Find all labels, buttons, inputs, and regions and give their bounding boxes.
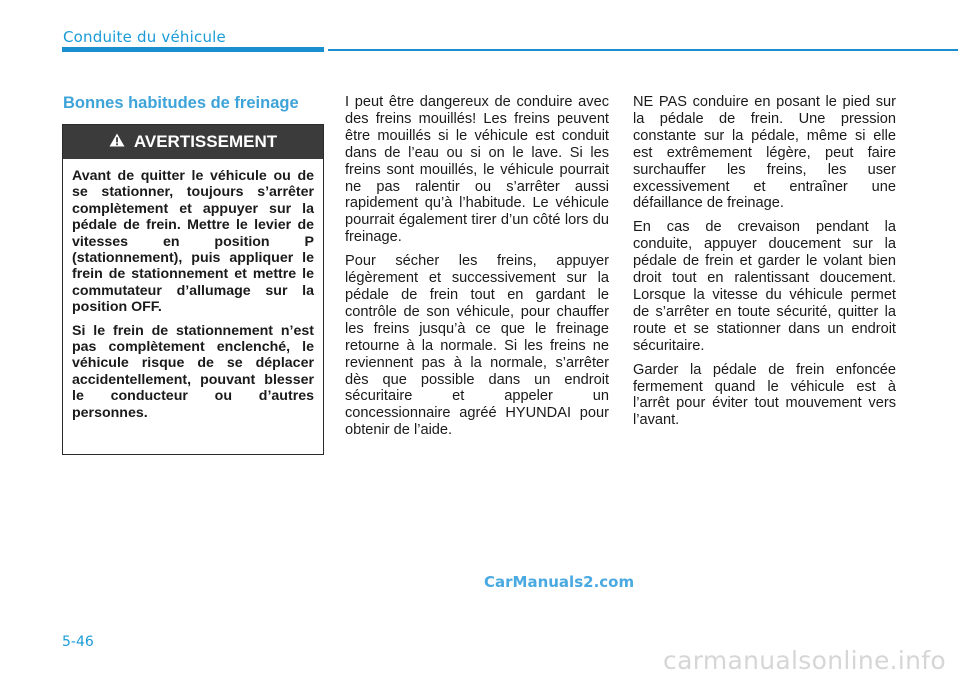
warning-paragraph: Avant de quitter le véhicule ou de se stationner, toujours s’arrêter complètement et appuyer sur la pédale de frein. Mettre le levier de vitesses en position P (stationnement), puis appliquer le frein de stationnement et mettre le commutateur d’allumage sur la position OFF. [72,168,314,316]
page-number: 5-46 [62,634,94,650]
warning-box [62,124,324,455]
warning-triangle-icon [109,132,125,152]
section-heading: Bonnes habitudes de freinage [63,94,299,112]
text-column-3 [633,94,896,436]
warning-body [63,159,323,421]
header-rule-thick [62,47,324,52]
warning-header [63,125,323,159]
section-title: Conduite du véhicule [63,28,226,46]
warning-title: AVERTISSEMENT [133,132,278,151]
paragraph: Garder la pédale de frein enfoncée fermement quand le véhicule est à l’arrêt pour éviter tout mouvement vers l’avant. [633,361,896,429]
paragraph: En cas de crevaison pendant la conduite, appuyer doucement sur la pédale de frein et garder le volant bien droit tout en ralentissant doucement. Lorsque la vitesse du véhicule permet de s’arrêter en toute sécurité, quitter la route et se stationner dans un endroit sécuritaire. [633,219,896,354]
text-column-2 [345,94,609,446]
paragraph: Pour sécher les freins, appuyer légèrement et successivement sur la pédale de frein tout en gardant le contrôle de son véhicule, pour chauffer les freins jusqu’à ce que le freinage retourne à la normale. Si les freins ne reviennent pas à la normale, s’arrêter dès que possible dans un endroit sécuritaire et appeler un concessionnaire agréé HYUNDAI pour obtenir de l’aide. [345,253,609,439]
footer-watermark: carmanualsonline.info [663,646,946,675]
paragraph: I peut être dangereux de conduire avec des freins mouillés! Les freins peuvent être mouillés si le véhicule est conduit dans de l’eau ou si on le lave. Si les freins sont mouillés, le véhicule pourrait ne pas ralentir ou s’arrêter aussi rapidement qu’à l’habitude. Le véhicule pourrait également tirer d’un côté lors du freinage. [345,94,609,246]
warning-paragraph: Si le frein de stationnement n’est pas complètement enclenché, le véhicule risque de se déplacer accidentellement, pouvant blesser le conducteur ou d’autres personnes. [72,322,314,421]
header-rule-thin [328,49,958,51]
watermark-link[interactable]: CarManuals2.com [484,573,635,591]
paragraph: NE PAS conduire en posant le pied sur la pédale de frein. Une pression constante sur la pédale, même si elle est extrêmement légère, peut faire surchauffer les freins, les user excessivement et entraîner une défaillance de freinage. [633,94,896,212]
